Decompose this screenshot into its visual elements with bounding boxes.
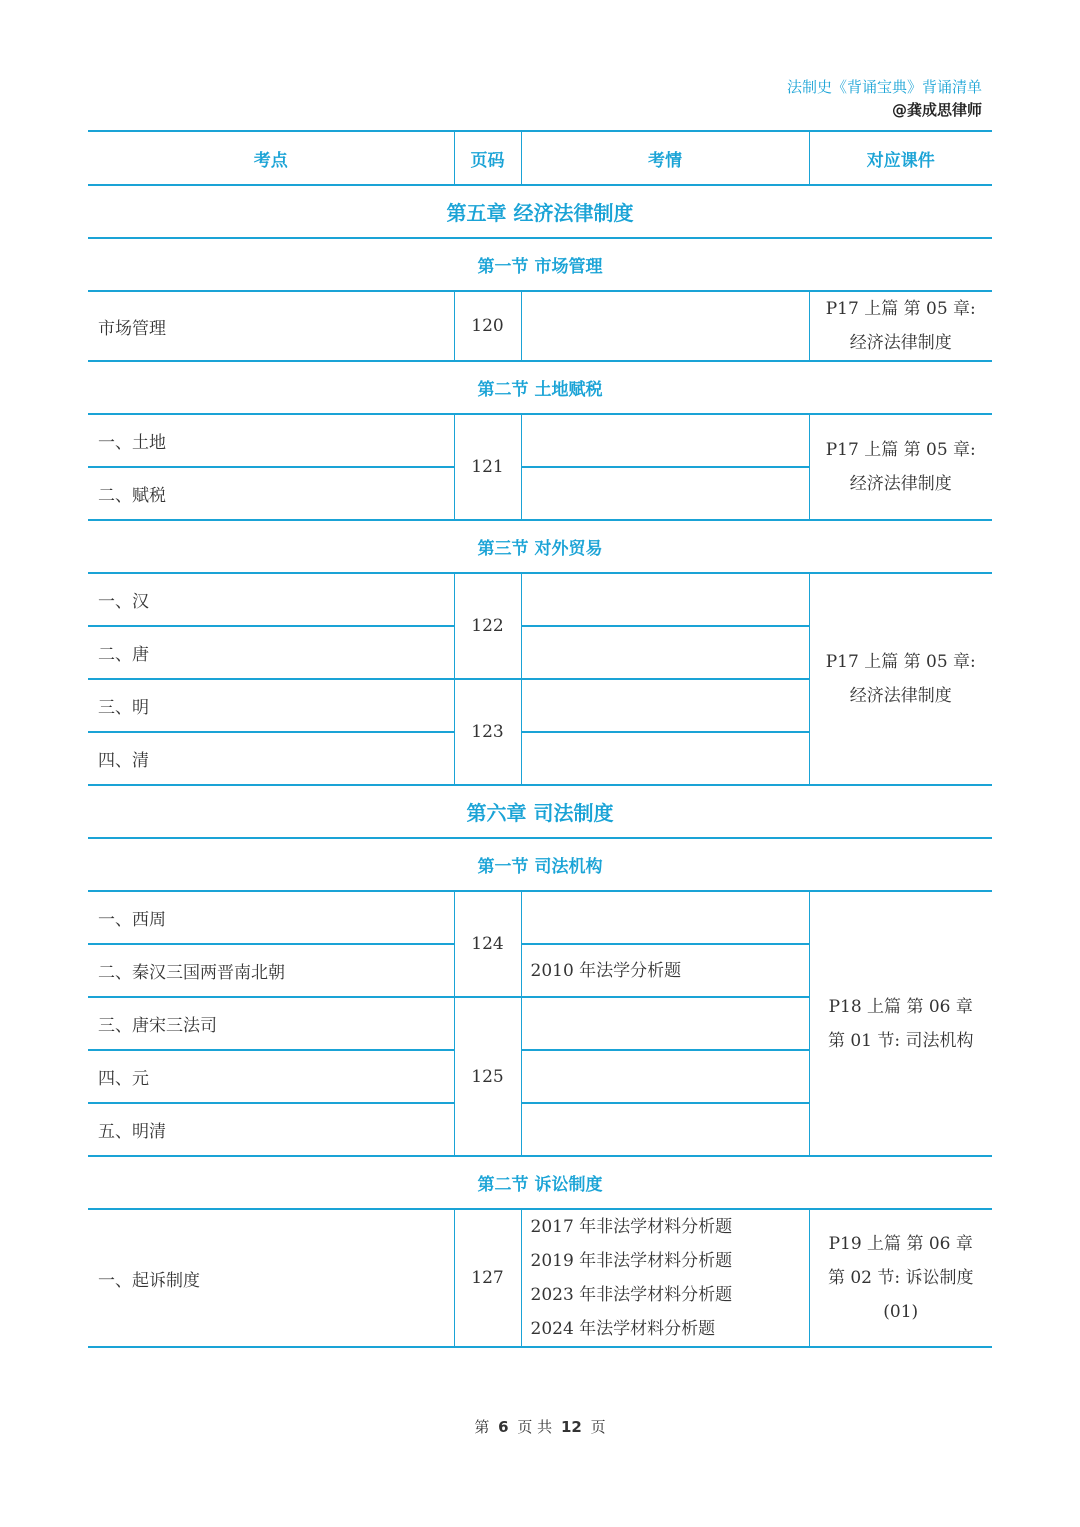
col-header-point: 考点 [88, 131, 454, 185]
table-row [88, 291, 992, 361]
page-cell: 121 [454, 414, 521, 520]
exam-cell [521, 467, 809, 520]
point-cell: 一、汉 [88, 573, 454, 626]
point-cell: 二、赋税 [88, 467, 454, 520]
courseware-line: P17 上篇 第 05 章: [825, 652, 976, 672]
courseware-line: 经济法律制度 [849, 333, 952, 353]
courseware-cell [809, 291, 992, 361]
exam-cell [521, 1103, 809, 1156]
chapter-title: 第六章 司法制度 [88, 785, 992, 838]
footer-text: 第 [474, 1418, 490, 1436]
exam-cell [521, 414, 809, 467]
exam-cell [521, 626, 809, 679]
courseware-cell [809, 891, 992, 1156]
exam-cell [521, 679, 809, 732]
point-cell: 三、明 [88, 679, 454, 732]
page-cell: 120 [454, 291, 521, 361]
point-cell: 二、唐 [88, 626, 454, 679]
courseware-line: 经济法律制度 [849, 686, 952, 706]
exam-cell [521, 1050, 809, 1103]
point-cell: 四、清 [88, 732, 454, 785]
exam-cell [521, 997, 809, 1050]
author-handle: @龚成思律师 [891, 101, 982, 119]
courseware-line: P17 上篇 第 05 章: [825, 299, 976, 319]
page-footer [0, 1416, 1080, 1437]
courseware-line: P17 上篇 第 05 章: [825, 440, 976, 460]
courseware-line: P18 上篇 第 06 章 [828, 996, 973, 1017]
point-cell: 五、明清 [88, 1103, 454, 1156]
page-cell: 122 [454, 573, 521, 679]
exam-cell [521, 291, 809, 361]
recitation-table [88, 130, 992, 1348]
courseware-cell [809, 414, 992, 520]
exam-cell [521, 732, 809, 785]
exam-line: 2019 年非法学材料分析题 [530, 1251, 733, 1271]
footer-text: 页 [590, 1418, 606, 1436]
table-row [88, 891, 992, 944]
exam-line: 2017 年非法学材料分析题 [530, 1217, 733, 1237]
courseware-line: 第 01 节: 司法机构 [827, 1030, 974, 1051]
section-title: 第三节 对外贸易 [88, 520, 992, 573]
table-row [88, 1209, 992, 1347]
point-cell: 市场管理 [88, 291, 454, 361]
exam-cell [521, 1209, 809, 1347]
page-cell: 125 [454, 997, 521, 1156]
point-cell: 一、西周 [88, 891, 454, 944]
point-cell: 四、元 [88, 1050, 454, 1103]
col-header-exam: 考情 [521, 131, 809, 185]
total-page-number: 12 [560, 1418, 582, 1436]
table-row [88, 573, 992, 626]
exam-cell [521, 573, 809, 626]
current-page-number: 6 [498, 1418, 509, 1436]
point-cell: 三、唐宋三法司 [88, 997, 454, 1050]
courseware-cell [809, 1209, 992, 1347]
section-title: 第一节 市场管理 [88, 238, 992, 291]
col-header-page: 页码 [454, 131, 521, 185]
footer-text: 页 共 [517, 1418, 553, 1436]
page-cell: 123 [454, 679, 521, 785]
point-cell: 一、起诉制度 [88, 1209, 454, 1347]
exam-line: 2024 年法学材料分析题 [530, 1319, 716, 1339]
point-cell: 一、土地 [88, 414, 454, 467]
section-title: 第一节 司法机构 [88, 838, 992, 891]
table-row [88, 414, 992, 467]
table-header-row [88, 131, 992, 185]
point-cell: 二、秦汉三国两晋南北朝 [88, 944, 454, 997]
courseware-line: 第 02 节: 诉讼制度 [827, 1268, 974, 1288]
exam-line: 2023 年非法学材料分析题 [530, 1285, 733, 1305]
page-cell: 127 [454, 1209, 521, 1347]
exam-cell: 2010 年法学分析题 [521, 944, 809, 997]
page-cell: 124 [454, 891, 521, 997]
courseware-line: 经济法律制度 [849, 474, 952, 494]
courseware-line: P19 上篇 第 06 章 [828, 1234, 973, 1254]
chapter-title: 第五章 经济法律制度 [88, 185, 992, 238]
section-title: 第二节 诉讼制度 [88, 1156, 992, 1209]
exam-cell [521, 891, 809, 944]
section-title: 第二节 土地赋税 [88, 361, 992, 414]
document-series-title: 法制史《背诵宝典》背诵清单 [786, 78, 982, 96]
col-header-courseware: 对应课件 [809, 131, 992, 185]
courseware-cell [809, 573, 992, 785]
courseware-line: (01) [883, 1302, 919, 1322]
